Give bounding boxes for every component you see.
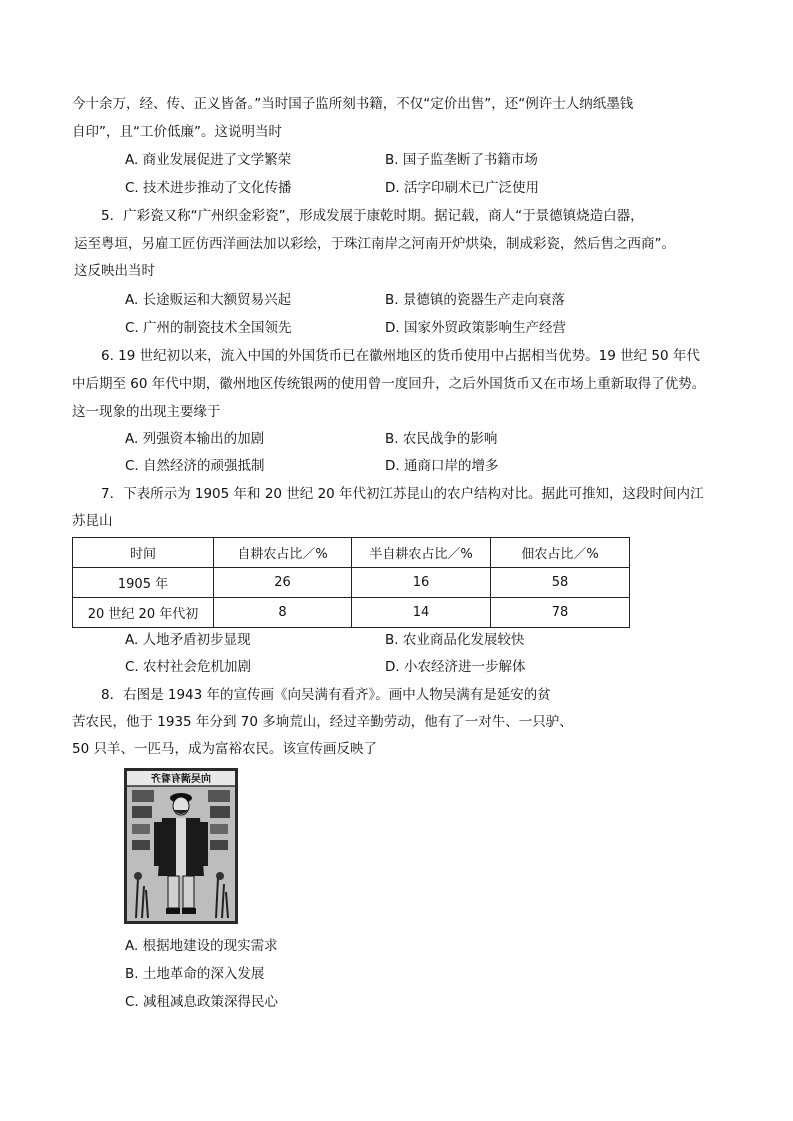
question-7-text: 苏昆山 xyxy=(72,513,113,529)
table-cell: 14 xyxy=(352,598,491,628)
option-d[interactable]: D. 通商口岸的增多 xyxy=(385,458,499,474)
option-c[interactable]: C. 广州的制瓷技术全国领先 xyxy=(125,320,292,336)
option-a[interactable]: A. 列强资本输出的加剧 xyxy=(125,431,265,447)
table-header-cell: 时间 xyxy=(73,538,214,568)
question-6-text: 6. 19 世纪初以来，流入中国的外国货币已在徽州地区的货币使用中占据相当优势。19 世纪 50 年代 xyxy=(101,348,700,364)
question-5-text: 运至粤垣，另雇工匠仿西洋画法加以彩绘，于珠江南岸之河南开炉烘染，制成彩瓷，然后售之西商”。 xyxy=(74,236,675,252)
table-header-cell: 自耕农占比／% xyxy=(214,538,352,568)
question-text: 自印”，且“工价低廉”。这说明当时 xyxy=(72,124,282,140)
option-d[interactable]: D. 活字印刷术已广泛使用 xyxy=(385,180,539,196)
question-8-text: 8．右图是 1943 年的宣传画《向吴满有看齐》。画中人物吴满有是延安的贫 xyxy=(101,687,551,703)
option-a[interactable]: A. 根据地建设的现实需求 xyxy=(125,938,278,954)
option-d[interactable]: D. 国家外贸政策影响生产经营 xyxy=(385,320,566,336)
table-row xyxy=(73,568,630,598)
propaganda-poster-image xyxy=(124,768,238,924)
table-cell: 8 xyxy=(214,598,352,628)
question-8-text: 苦农民，他于 1935 年分到 70 多垧荒山，经过辛勤劳动，他有了一对牛、一只驴、 xyxy=(72,714,573,730)
table-cell: 16 xyxy=(352,568,491,598)
question-5-text: 这反映出当时 xyxy=(74,263,155,279)
table-header-cell: 半自耕农占比／% xyxy=(352,538,491,568)
table-cell: 58 xyxy=(491,568,630,598)
option-a[interactable]: A. 商业发展促进了文学繁荣 xyxy=(125,152,292,168)
option-b[interactable]: B. 景德镇的瓷器生产走向衰落 xyxy=(385,292,565,308)
option-b[interactable]: B. 农民战争的影响 xyxy=(385,431,498,447)
data-table xyxy=(72,537,630,628)
question-8-text: 50 只羊、一匹马，成为富裕农民。该宣传画反映了 xyxy=(72,741,377,757)
option-b[interactable]: B. 土地革命的深入发展 xyxy=(125,966,265,982)
table-header-row xyxy=(73,538,630,568)
option-c[interactable]: C. 技术进步推动了文化传播 xyxy=(125,180,292,196)
question-text: 今十余万，经、传、正义皆备。”当时国子监所刻书籍，不仅“定价出售”，还“例许士人纳纸墨钱 xyxy=(72,96,634,112)
question-5-text: 5．广彩瓷又称“广州织金彩瓷”，形成发展于康乾时期。据记载，商人“于景德镇烧造白器， xyxy=(101,208,644,224)
question-6-text: 这一现象的出现主要缘于 xyxy=(72,404,221,420)
option-b[interactable]: B. 国子监垄断了书籍市场 xyxy=(385,152,538,168)
table-cell: 1905 年 xyxy=(73,568,214,598)
question-6-text: 中后期至 60 年代中期，徽州地区传统银两的使用曾一度回升，之后外国货币又在市场上重新取得了优势。 xyxy=(72,376,706,392)
table-cell: 26 xyxy=(214,568,352,598)
table-header-cell: 佃农占比／% xyxy=(491,538,630,568)
table-cell: 20 世纪 20 年代初 xyxy=(73,598,214,628)
option-a[interactable]: A. 长途贩运和大额贸易兴起 xyxy=(125,292,292,308)
table-row xyxy=(73,598,630,628)
poster-title: 向吴满有看齐 xyxy=(151,774,211,785)
option-c[interactable]: C. 减租减息政策深得民心 xyxy=(125,994,279,1010)
option-a[interactable]: A. 人地矛盾初步显现 xyxy=(125,632,251,648)
option-b[interactable]: B. 农业商品化发展较快 xyxy=(385,632,525,648)
option-c[interactable]: C. 自然经济的顽强抵制 xyxy=(125,458,265,474)
option-c[interactable]: C. 农村社会危机加剧 xyxy=(125,659,252,675)
table-cell: 78 xyxy=(491,598,630,628)
question-7-text: 7．下表所示为 1905 年和 20 世纪 20 年代初江苏昆山的农户结构对比。据此可推知，这段时间内江 xyxy=(101,486,704,502)
option-d[interactable]: D. 小农经济进一步解体 xyxy=(385,659,526,675)
